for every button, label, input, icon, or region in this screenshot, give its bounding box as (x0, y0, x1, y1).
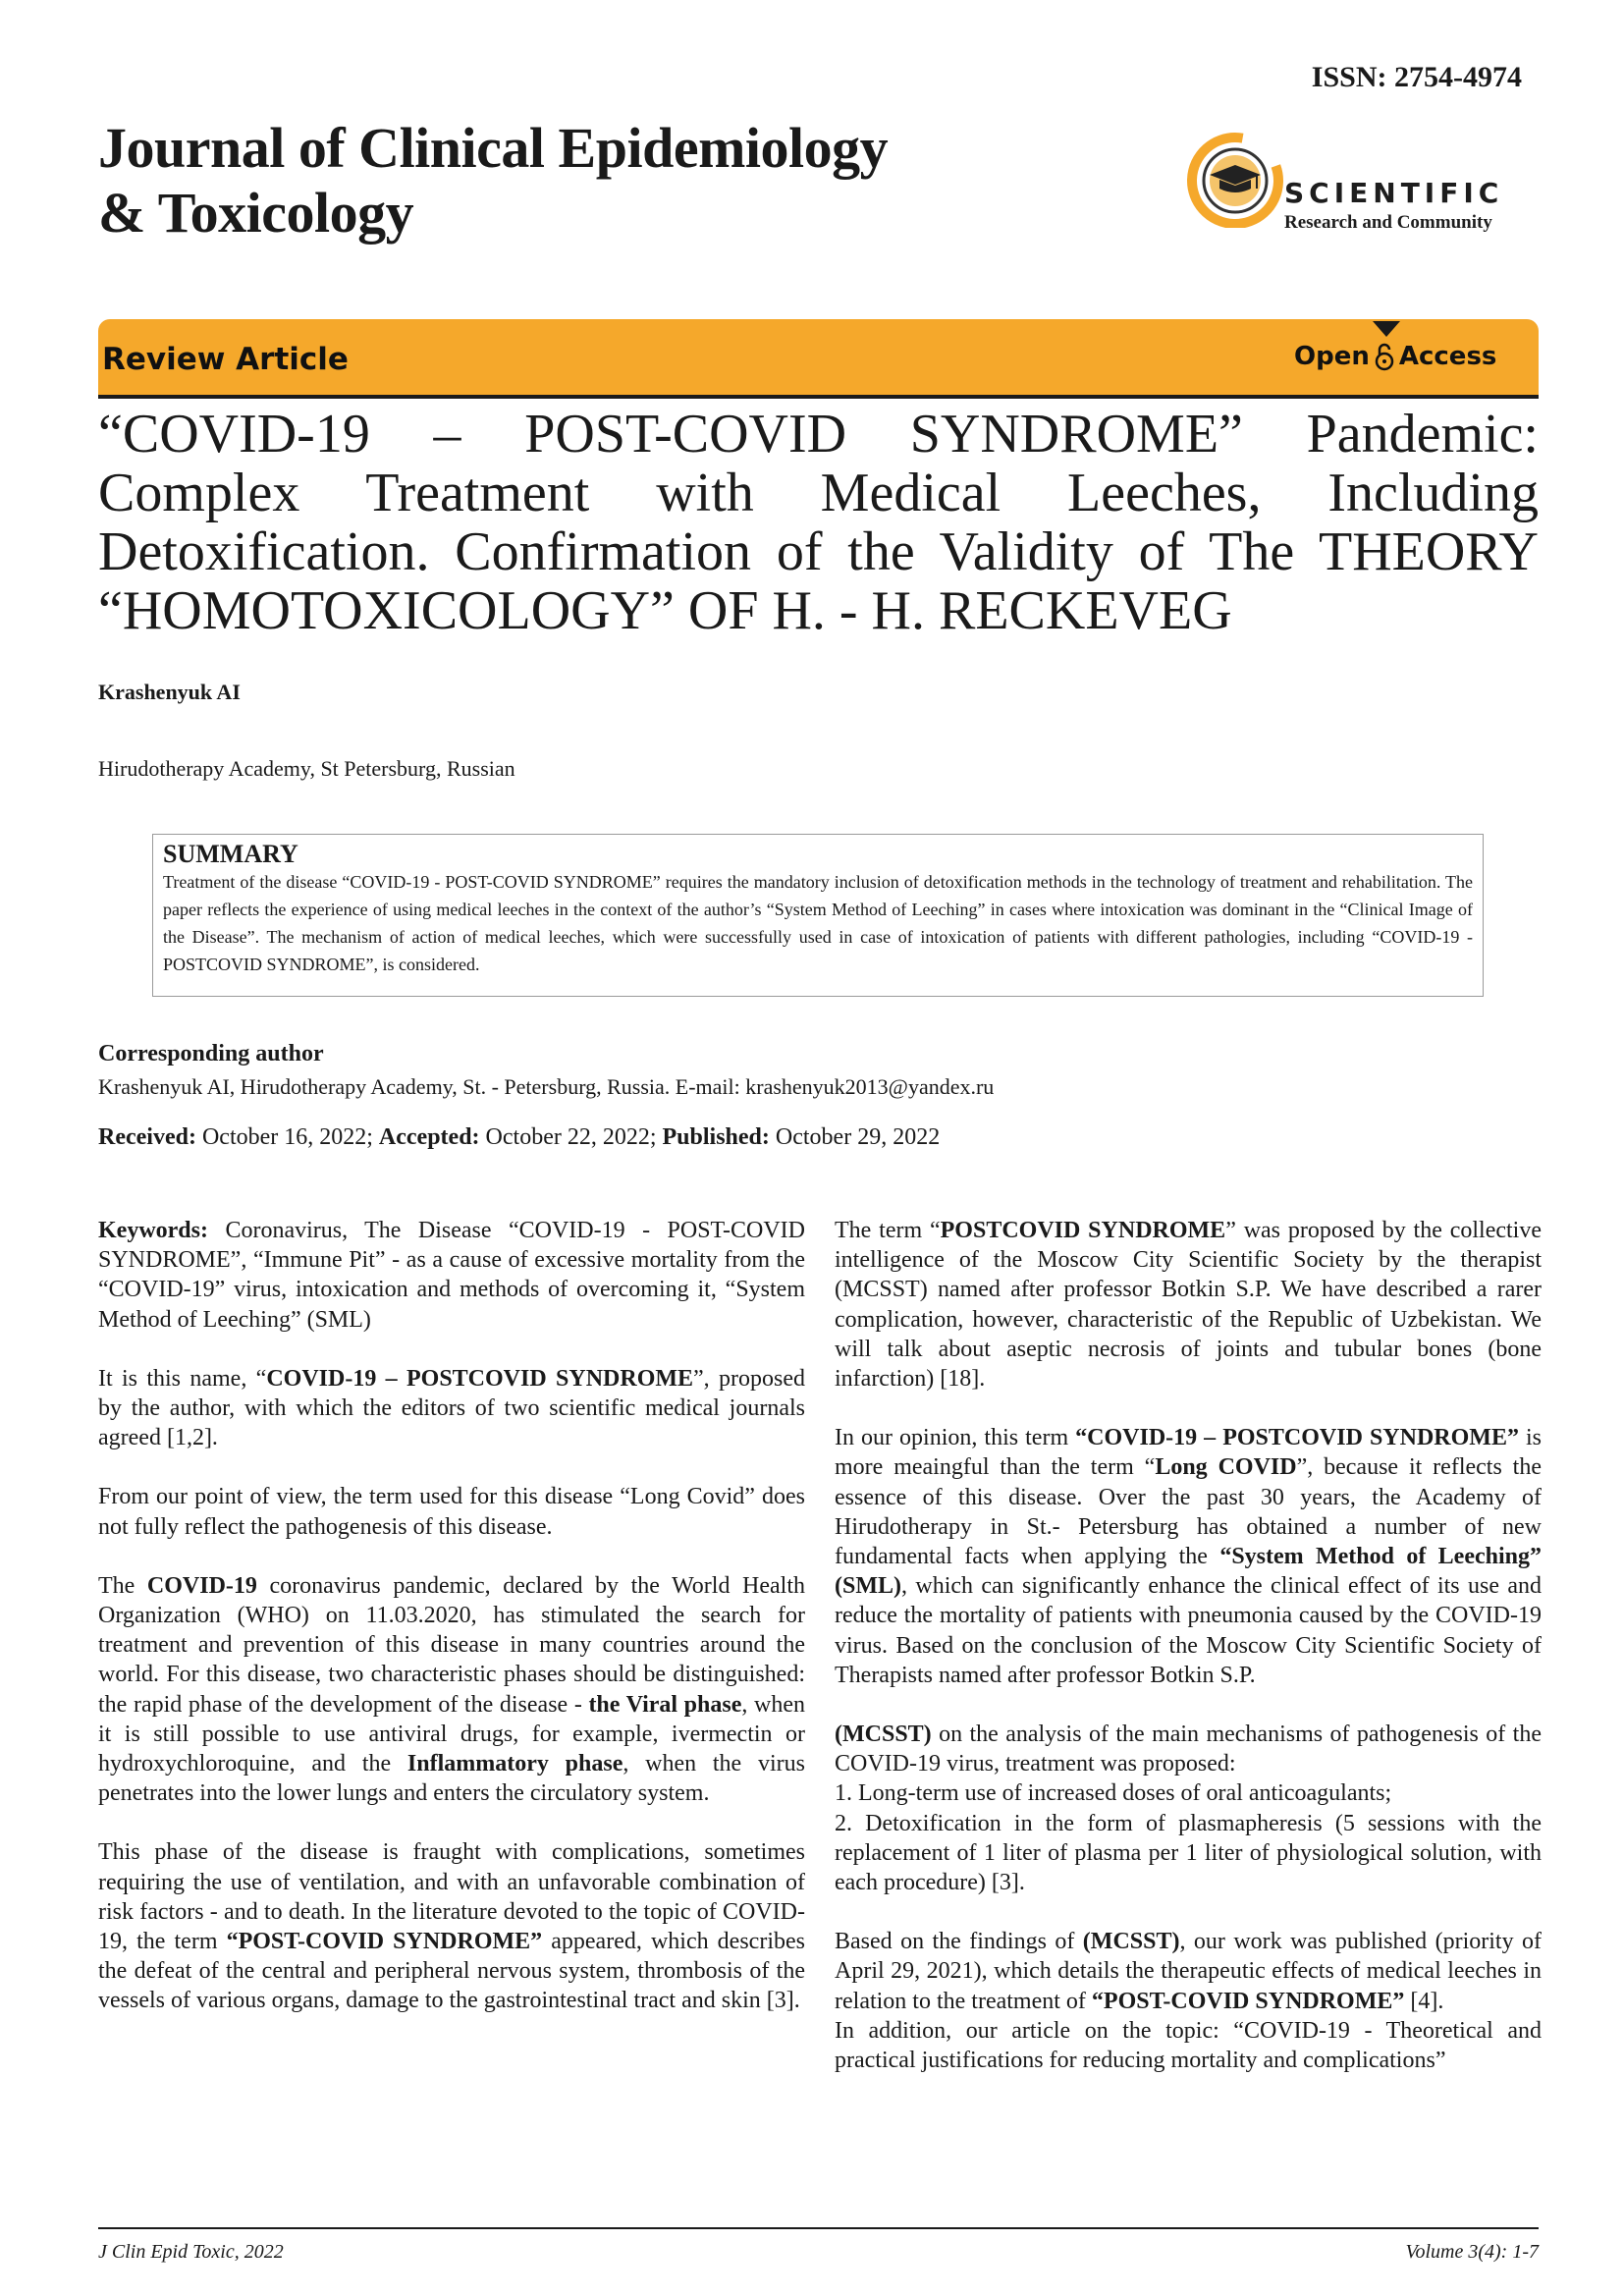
article-type: Review Article (102, 342, 349, 377)
accepted-label: Accepted: (378, 1124, 480, 1150)
paragraph: This phase of the disease is fraught with complications, sometimes requiring the use of ventilation, and with an unfavorable combination of risk factors - and to death. In the literature devoted to the topic of COVID-19, the term “POST-COVID SYNDROME” appeared, which describes the defeat of the central and peripheral nervous system, thrombosis of the vessels of various organs, damage to the gastrointestinal tract and skin [3]. (98, 1839, 805, 2014)
band-divider (98, 395, 1539, 399)
body-column-left (98, 1216, 805, 2046)
footer-divider (98, 2227, 1539, 2229)
publication-dates (98, 1124, 940, 1151)
paragraph: It is this name, “COVID-19 – POSTCOVID SYNDROME”, proposed by the author, with which the editors of two scientific medical journals agreed [1,2]. (98, 1365, 806, 1451)
published-date: October 29, 2022 (775, 1124, 941, 1150)
logo-brand: SCIENTIFIC (1284, 177, 1504, 209)
graduation-cap-logo-icon (1186, 130, 1284, 228)
keywords-paragraph: Keywords: Coronavirus, The Disease “COVID-19 - POST-COVID SYNDROME”, “Immune Pit” - as a cause of excessive mortality from the “COVID-19” virus, intoxication and methods of overcoming it, “System Method of Leeching” (SML) (98, 1218, 805, 1333)
corresponding-heading: Corresponding author (98, 1041, 324, 1066)
paragraph: Based on the findings of (MCSST), our work was published (priority of April 29, 2021), which details the therapeutic effects of medical leeches in relation to the treatment of “POST-COVID SYNDROME” [4]. In addition, our article on the topic: “COVID-19 - Theoretical and practical justifications for reducing mortality and complications” (835, 1929, 1542, 2074)
issn: ISSN: 2754-4974 (1311, 61, 1522, 93)
footer-volume: Volume 3(4): 1-7 (1405, 2241, 1539, 2263)
open-label: Open (1294, 342, 1370, 371)
paragraph: The term “POSTCOVID SYNDROME” was proposed by the collective intelligence of the Moscow City Scientific Society by the therapist (MCSST) named after professor Botkin S.P. We have described a rarer complication, however, characteristic of the Republic of Uzbekistan. We will talk about aseptic necrosis of joints and tubular bones (bone infarction) [18]. (835, 1218, 1542, 1393)
journal-title-line1: Journal of Clinical Epidemiology (98, 116, 889, 180)
article-title: “COVID-19 – POST-COVID SYNDROME” Pandemic: Complex Treatment with Medical Leeches, Including Detoxification. Confirmation of the Validity of The THEORY “HOMOTOXICOLOGY” OF H. - H. RECKEVEG (98, 404, 1539, 641)
received-date: October 16, 2022; (201, 1124, 373, 1150)
publisher-logo (1186, 130, 1540, 244)
paragraph: In our opinion, this term “COVID-19 – POSTCOVID SYNDROME” is more meaingful than the term “Long COVID”, because it reflects the essence of this disease. Over the past 30 years, the Academy of Hirudotherapy in St.- Petersburg has obtained a number of new fundamental facts when applying the “System Method of Leeching” (SML), which can significantly enhance the clinical effect of its use and reduce the mortality of patients with pneumonia caused by the COVID-19 virus. Based on the conclusion of the Moscow City Scientific Society of Therapists named after professor Botkin S.P. (835, 1425, 1543, 1688)
journal-title (98, 116, 982, 246)
access-label: Access (1398, 342, 1497, 371)
open-access-badge (1294, 342, 1496, 371)
summary-heading: SUMMARY (163, 840, 298, 868)
author: Krashenyuk AI (98, 680, 241, 704)
published-label: Published: (662, 1124, 770, 1150)
journal-title-line2: & Toxicology (98, 181, 414, 245)
open-lock-icon (1374, 342, 1395, 371)
paragraph: From our point of view, the term used for this disease “Long Covid” does not fully reflect the pathogenesis of this disease. (98, 1484, 805, 1540)
summary-text: Treatment of the disease “COVID-19 - POST-COVID SYNDROME” requires the mandatory inclusion of detoxification methods in the technology of treatment and rehabilitation. The paper reflects the experience of using medical leeches in the context of the author’s “System Method of Leeching” in cases where intoxication was dominant in the “Clinical Image of the Disease”. The mechanism of action of medical leeches, which were successfully used in case of intoxication of patients with different pathologies, including “COVID-19 - POSTCOVID SYNDROME”, is considered. (163, 872, 1473, 974)
received-label: Received: (98, 1124, 196, 1150)
paragraph: (MCSST) on the analysis of the main mechanisms of pathogenesis of the COVID-19 virus, treatment was proposed: 1. Long-term use of increased doses of oral anticoagulants; 2. Detoxification in the form of plasmapheresis (5 sessions with the replacement of 1 liter of plasma per 1 liter of physiological solution, with each procedure) [3]. (835, 1722, 1542, 1896)
accepted-date: October 22, 2022; (485, 1124, 657, 1150)
affiliation: Hirudotherapy Academy, St Petersburg, Russian (98, 756, 515, 781)
corresponding-text: Krashenyuk AI, Hirudotherapy Academy, St. - Petersburg, Russia. E-mail: krashenyuk2013@yandex.ru (98, 1074, 995, 1099)
footer-citation: J Clin Epid Toxic, 2022 (98, 2241, 284, 2263)
paragraph: The COVID-19 coronavirus pandemic, declared by the World Health Organization (WHO) on 11.03.2020, has stimulated the search for treatment and prevention of this disease in many countries around the world. For this disease, two characteristic phases should be distinguished: the rapid phase of the development of the disease - the Viral phase, when it is still possible to use antiviral drugs, for example, ivermectin or hydroxychloroquine, and the Inflammatory phase, when the virus penetrates into the lower lungs and enters the circulatory system. (98, 1572, 806, 1807)
body-column-right (835, 1216, 1542, 2075)
logo-subtitle: Research and Community (1284, 212, 1492, 233)
summary-box (152, 834, 1484, 997)
band-pointer-icon (1373, 321, 1400, 337)
